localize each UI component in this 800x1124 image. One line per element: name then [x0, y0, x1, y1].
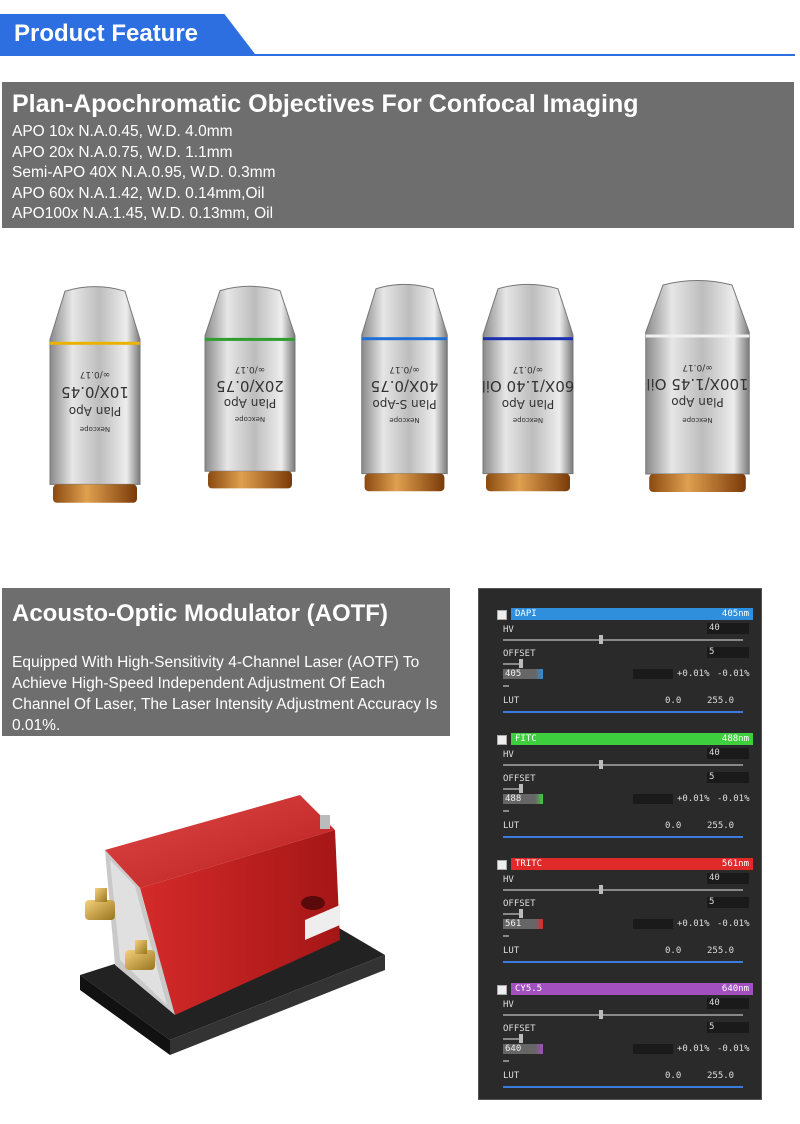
header-title: Product Feature [14, 20, 199, 47]
section-header [0, 14, 800, 56]
channel-dapi [479, 603, 761, 727]
channel-wavelength: 561nm [721, 859, 749, 869]
aotf-title: Acousto-Optic Modulator (AOTF) [12, 600, 388, 627]
slider-handle[interactable] [519, 1034, 523, 1043]
channel-header [511, 733, 753, 745]
offset-slider[interactable] [503, 788, 523, 790]
channel-checkbox[interactable] [497, 860, 507, 870]
hv-slider[interactable] [503, 764, 743, 766]
lut-min-input[interactable]: 0.0 [665, 821, 682, 831]
slider-handle[interactable] [519, 784, 523, 793]
hv-value-input[interactable]: 40 [707, 748, 749, 759]
channel-header [511, 983, 753, 995]
laser-slider[interactable] [503, 685, 509, 687]
lut-min-input[interactable]: 0.0 [665, 946, 682, 956]
offset-value-input[interactable]: 5 [707, 897, 749, 908]
lens-engraving: ∞/0.17 [234, 363, 266, 374]
hv-value-input[interactable]: 40 [707, 623, 749, 634]
hv-value-input[interactable]: 40 [707, 998, 749, 1009]
channel-wavelength: 488nm [721, 734, 749, 744]
lens-engraving: Nexcope [234, 415, 266, 424]
channel-fitc [479, 728, 761, 852]
lens-engraving: ∞/0.17 [682, 361, 713, 372]
offset-label: OFFSET [503, 774, 536, 784]
hv-label: HV [503, 750, 514, 760]
objectives-spec-list [12, 122, 276, 225]
lens-engraving: Nexcope [512, 416, 544, 425]
lens-engraving: Plan S-Apo [372, 396, 437, 411]
slider-handle[interactable] [599, 760, 603, 769]
objectives-title: Plan-Apochromatic Objectives For Confocal Imaging [12, 90, 639, 118]
objective-lens [200, 282, 300, 497]
slider-handle[interactable] [599, 1010, 603, 1019]
hv-label: HV [503, 625, 514, 635]
lens-engraving: Plan Apo [223, 395, 277, 410]
channel-name: TRITC [515, 859, 543, 869]
lens-engraving: 100X/1.45 Oil [646, 375, 749, 393]
lens-engraving: Plan Apo [501, 396, 555, 411]
hv-label: HV [503, 1000, 514, 1010]
lut-label: LUT [503, 946, 520, 956]
channel-tritc [479, 853, 761, 977]
spec-line: APO100x N.A.1.45, W.D. 0.13mm, Oil [12, 205, 274, 222]
channel-name: FITC [515, 734, 537, 744]
hv-value-input[interactable]: 40 [707, 873, 749, 884]
spec-line: APO 60x N.A.1.42, W.D. 0.14mm,Oil [12, 184, 265, 202]
offset-value-input[interactable]: 5 [707, 772, 749, 783]
objective-lens [478, 280, 578, 500]
channel-name: DAPI [515, 609, 537, 619]
lut-range-bar[interactable] [503, 961, 743, 963]
increase-button[interactable]: +0.01% [677, 794, 710, 804]
aotf-box [2, 588, 450, 736]
channel-name: CY5.5 [515, 984, 543, 994]
lut-max-input[interactable]: 255.0 [707, 696, 735, 706]
slider-handle[interactable] [599, 885, 603, 894]
offset-label: OFFSET [503, 1024, 536, 1034]
laser-power-field[interactable] [633, 919, 673, 929]
lens-engraving: ∞/0.17 [389, 363, 420, 374]
lut-max-input[interactable]: 255.0 [707, 1071, 735, 1081]
decrease-button[interactable]: -0.01% [717, 919, 750, 929]
channel-checkbox[interactable] [497, 610, 507, 620]
decrease-button[interactable]: -0.01% [717, 794, 750, 804]
offset-value-input[interactable]: 5 [707, 647, 749, 658]
spec-line: APO 10x N.A.0.45, W.D. 4.0mm [12, 123, 233, 140]
lut-label: LUT [503, 1071, 520, 1081]
objectives-box [2, 82, 794, 228]
lut-max-input[interactable]: 255.0 [707, 946, 735, 956]
lens-engraving: 60X/1.40 Oil [481, 376, 575, 395]
channel-wavelength: 405nm [721, 609, 749, 619]
channel-header [511, 858, 753, 870]
lut-range-bar[interactable] [503, 836, 743, 838]
aotf-device-image [75, 780, 405, 1080]
aotf-description: Equipped With High-Sensitivity 4-Channel Laser (AOTF) To Achieve High-Speed Independent Adjustment Of Each Channel Of Laser, The Laser Intensity Adjustment Accuracy Is 0.01%. [12, 654, 438, 734]
channel-wavelength: 640nm [721, 984, 749, 994]
lut-range-bar[interactable] [503, 711, 743, 713]
offset-slider[interactable] [503, 663, 523, 665]
hv-label: HV [503, 875, 514, 885]
slider-handle[interactable] [519, 909, 523, 918]
lut-min-input[interactable]: 0.0 [665, 1071, 682, 1081]
slider-handle[interactable] [599, 635, 603, 644]
lens-engraving: Nexcope [79, 424, 111, 433]
increase-button[interactable]: +0.01% [677, 669, 710, 679]
offset-slider[interactable] [503, 1038, 523, 1040]
objective-lens [640, 276, 755, 501]
objective-lens [45, 282, 145, 512]
laser-power-field[interactable] [633, 669, 673, 679]
laser-power-input[interactable]: 405 [503, 669, 543, 679]
lut-label: LUT [503, 821, 520, 831]
lens-engraving: Nexcope [389, 416, 420, 425]
lens-engraving: 10X/0.45 [61, 383, 129, 402]
decrease-button[interactable]: -0.01% [717, 1044, 750, 1054]
increase-button[interactable]: +0.01% [677, 919, 710, 929]
laser-power-field[interactable] [633, 1044, 673, 1054]
hv-slider[interactable] [503, 1014, 743, 1016]
lut-label: LUT [503, 696, 520, 706]
lens-engraving: 20X/0.75 [216, 376, 284, 395]
increase-button[interactable]: +0.01% [677, 1044, 710, 1054]
lut-min-input[interactable]: 0.0 [665, 696, 682, 706]
channel-checkbox[interactable] [497, 735, 507, 745]
hv-slider[interactable] [503, 639, 743, 641]
lens-engraving: 40X/0.75 [370, 376, 439, 395]
lens-engraving: Plan Apo [68, 403, 122, 418]
lut-max-input[interactable]: 255.0 [707, 821, 735, 831]
spec-line: Semi-APO 40X N.A.0.95, W.D. 0.3mm [12, 164, 276, 181]
lens-engraving: Nexcope [682, 415, 713, 424]
slider-handle[interactable] [519, 659, 523, 668]
channel-header [511, 608, 753, 620]
spec-line: APO 20x N.A.0.75, W.D. 1.1mm [12, 143, 233, 161]
laser-control-panel [478, 588, 762, 1100]
laser-power-input[interactable]: 640 [503, 1044, 543, 1054]
lens-engraving: ∞/0.17 [512, 363, 544, 374]
offset-slider[interactable] [503, 913, 523, 915]
laser-slider[interactable] [503, 1060, 509, 1062]
laser-slider[interactable] [503, 935, 509, 937]
objective-lens [357, 280, 452, 500]
lens-engraving: ∞/0.17 [79, 369, 111, 380]
laser-slider[interactable] [503, 810, 509, 812]
lut-range-bar[interactable] [503, 1086, 743, 1088]
objective-lens-photos [0, 262, 800, 502]
laser-power-input[interactable]: 488 [503, 794, 543, 804]
lens-engraving: Plan Apo [671, 395, 724, 410]
offset-label: OFFSET [503, 899, 536, 909]
channel-checkbox[interactable] [497, 985, 507, 995]
offset-label: OFFSET [503, 649, 536, 659]
laser-power-input[interactable]: 561 [503, 919, 543, 929]
decrease-button[interactable]: -0.01% [717, 669, 750, 679]
hv-slider[interactable] [503, 889, 743, 891]
header-rule [0, 54, 795, 56]
offset-value-input[interactable]: 5 [707, 1022, 749, 1033]
channel-cy5-5 [479, 978, 761, 1102]
laser-power-field[interactable] [633, 794, 673, 804]
